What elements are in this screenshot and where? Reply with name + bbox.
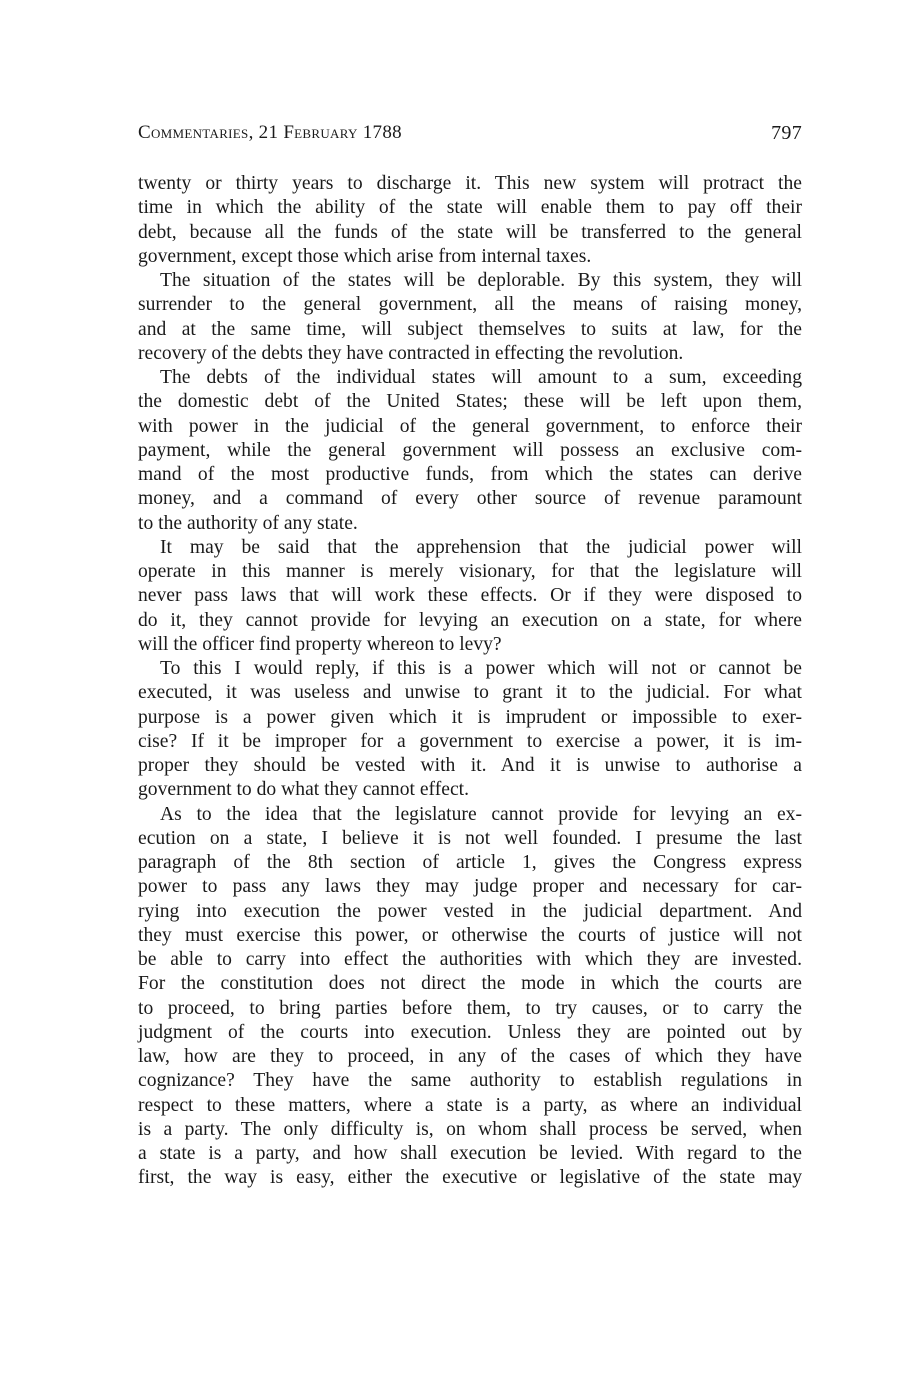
text-line: power to pass any laws they may judge proper and necessary for car- [138,876,802,898]
paragraph [138,657,802,803]
text-line: be able to carry into effect the authorities with which they are invested. [138,949,802,970]
text-line: mand of the most productive funds, from which the states can derive [138,464,802,485]
body-text [138,172,802,1191]
text-line: purpose is a power given which it is imprudent or impossible to exer- [138,706,802,728]
text-line: As to the idea that the legislature cannot provide for levying an ex- [160,803,802,825]
text-line: For the constitution does not direct the mode in which the courts are [138,973,802,995]
paragraph [138,172,802,269]
text-line: cise? If it be improper for a government to exercise a power, it is im- [138,730,802,752]
text-line: operate in this manner is merely visionary, for that the legislature will [138,561,802,582]
text-line: they must exercise this power, or otherwise the courts of justice will not [138,924,802,946]
paragraph [138,366,802,536]
text-line: judgment of the courts into execution. Unless they are pointed out by [138,1021,802,1043]
text-line: to the authority of any state. [138,512,358,534]
paragraph [138,536,802,657]
text-line: It may be said that the apprehension that the judicial power will [160,536,802,558]
text-line: government, except those which arise from internal taxes. [138,245,592,267]
text-line: do it, they cannot provide for levying an execution on a state, for where [138,609,802,631]
text-line: government to do what they cannot effect. [138,779,469,801]
running-header [138,122,802,152]
text-line: debt, because all the funds of the state will be transferred to the general [138,221,802,243]
text-line: proper they should be vested with it. And it is unwise to authorise a [138,755,802,776]
text-line: payment, while the general government will possess an exclusive com- [138,439,802,461]
text-line: a state is a party, and how shall execution be levied. With regard to the [138,1143,802,1164]
text-line: money, and a command of every other source of revenue paramount [138,488,802,510]
text-line: The debts of the individual states will amount to a sum, exceeding [160,367,802,388]
text-line: the domestic debt of the United States; these will be left upon them, [138,391,802,413]
text-line: surrender to the general government, all the means of raising money, [138,294,802,316]
text-line: twenty or thirty years to discharge it. This new system will protract the [138,173,802,194]
text-line: never pass laws that will work these effects. Or if they were disposed to [138,585,802,607]
paragraph [138,803,802,1191]
text-line: will the officer find property whereon to levy? [138,633,502,655]
text-line: To this I would reply, if this is a power which will not or cannot be [160,658,802,679]
text-line: with power in the judicial of the general government, to enforce their [138,415,802,437]
text-line: first, the way is easy, either the executive or legislative of the state may [138,1167,802,1189]
text-line: paragraph of the 8th section of article 1, gives the Congress express [138,852,802,873]
text-line: to proceed, to bring parties before them, to try causes, or to carry the [138,997,802,1019]
text-line: and at the same time, will subject themselves to suits at law, for the [138,318,802,340]
running-title: Commentaries, 21 February 1788 [138,122,402,143]
text-line: ecution on a state, I believe it is not well founded. I presume the last [138,827,802,849]
text-line: The situation of the states will be deplorable. By this system, they will [160,270,802,291]
paragraph [138,269,802,366]
text-line: is a party. The only difficulty is, on whom shall process be served, when [138,1118,802,1140]
text-line: executed, it was useless and unwise to grant it to the judicial. For what [138,682,802,704]
text-line: recovery of the debts they have contracted in effecting the revolution. [138,342,684,364]
text-line: cognizance? They have the same authority to establish regulations in [138,1070,802,1092]
text-line: law, how are they to proceed, in any of the cases of which they have [138,1046,802,1067]
text-line: respect to these matters, where a state is a party, as where an individual [138,1094,802,1116]
page-number: 797 [771,122,802,144]
text-line: rying into execution the power vested in the judicial department. And [138,900,802,922]
text-line: time in which the ability of the state will enable them to pay off their [138,197,802,219]
